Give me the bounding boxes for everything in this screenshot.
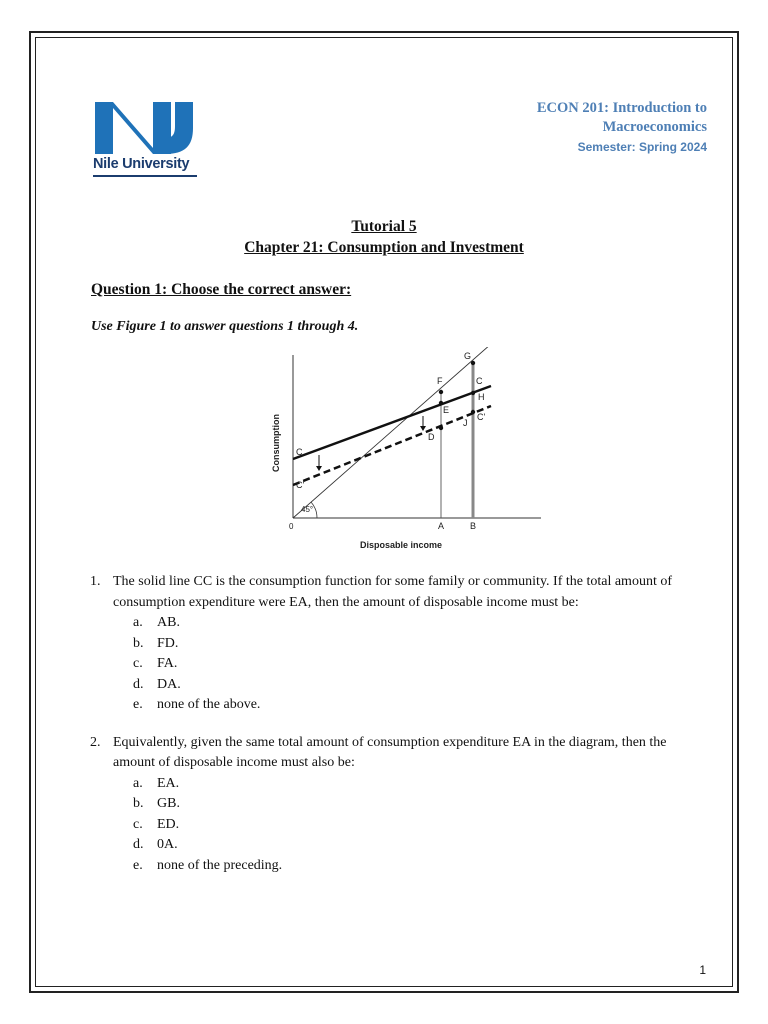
option-a (113, 774, 710, 795)
question-number: 1. (90, 574, 101, 589)
point-D (439, 426, 443, 430)
question-number: 2. (90, 734, 101, 750)
question-list (90, 572, 710, 893)
option-letter: a. (133, 615, 143, 630)
label-C-end: C (476, 376, 483, 386)
figure-instruction: Use Figure 1 to answer questions 1 through 4. (91, 319, 359, 334)
option-letter: b. (133, 796, 144, 811)
option-text: ED. (157, 816, 180, 832)
university-logo (93, 98, 199, 180)
question-text: Equivalently, given the same total amount of consumption expenditure EA in the diagram, then the amount of disposable income must also be: (113, 734, 667, 770)
label-H: H (478, 392, 485, 402)
label-C-prime: C' (296, 480, 305, 490)
figure-1 (265, 347, 555, 557)
option-text: none of the above. (157, 697, 261, 712)
option-d (113, 835, 710, 856)
label-G: G (464, 351, 472, 361)
option-letter: e. (133, 857, 143, 873)
shift-arrow-middle (420, 416, 426, 431)
section-heading: Question 1: Choose the correct answer: (91, 281, 352, 298)
point-F (439, 390, 443, 394)
option-b (113, 794, 710, 815)
question-text: The solid line CC is the consumption function for some family or community. If the total amount of consumption expenditure were EA, then the amount of disposable income must be: (113, 574, 673, 610)
option-text: none of the preceding. (157, 857, 283, 873)
label-E: E (443, 405, 450, 415)
option-e (113, 856, 710, 877)
option-text: GB. (157, 796, 180, 811)
logo-mark-icon (93, 98, 199, 156)
consumption-function-cc (293, 386, 491, 459)
option-letter: a. (133, 775, 143, 791)
document-title (0, 216, 768, 258)
question-1 (90, 572, 710, 716)
label-J: J (463, 418, 468, 428)
consumption-function-c-prime (293, 406, 491, 485)
option-text: FA. (157, 656, 178, 671)
chapter-title: Chapter 21: Consumption and Investment (244, 239, 524, 256)
shift-arrow-left (316, 455, 322, 471)
course-title-line2: Macroeconomics (602, 119, 707, 135)
label-45-degree: 45° (301, 505, 314, 514)
option-letter: d. (133, 837, 144, 852)
label-origin: 0 (289, 522, 294, 531)
option-letter: e. (133, 697, 143, 712)
point-G (471, 361, 475, 365)
option-text: 0A. (157, 837, 178, 852)
x-axis-label: Disposable income (360, 540, 443, 550)
option-letter: c. (133, 656, 143, 671)
logo-text: Nile University (93, 156, 190, 172)
option-b (113, 634, 710, 655)
option-list (113, 774, 710, 877)
option-text: EA. (157, 775, 180, 791)
semester: Semester: Spring 2024 (577, 140, 707, 154)
option-text: AB. (157, 615, 180, 630)
course-title-line1: ECON 201: Introduction to (536, 100, 707, 116)
option-e (113, 695, 710, 716)
label-F: F (437, 376, 443, 386)
option-a (113, 613, 710, 634)
option-c (113, 654, 710, 675)
y-axis-label: Consumption (271, 414, 281, 472)
option-list (113, 613, 710, 716)
option-d (113, 675, 710, 696)
tutorial-title: Tutorial 5 (351, 218, 417, 235)
point-J (471, 410, 475, 414)
option-letter: b. (133, 635, 144, 651)
option-c (113, 815, 710, 836)
label-C-prime-end: C' (477, 412, 486, 422)
question-2 (90, 733, 710, 877)
consumption-diagram (265, 347, 555, 557)
label-D: D (428, 432, 435, 442)
course-header (447, 99, 707, 157)
page-number: 1 (699, 963, 706, 977)
label-C: C (296, 447, 303, 457)
option-text: DA. (157, 676, 181, 692)
option-letter: c. (133, 816, 143, 832)
option-text: FD. (157, 635, 179, 651)
label-B: B (470, 521, 477, 531)
point-H (471, 391, 475, 395)
option-letter: d. (133, 676, 144, 692)
45-degree-line (293, 347, 491, 518)
logo-underline (93, 175, 197, 177)
label-A: A (438, 521, 445, 531)
